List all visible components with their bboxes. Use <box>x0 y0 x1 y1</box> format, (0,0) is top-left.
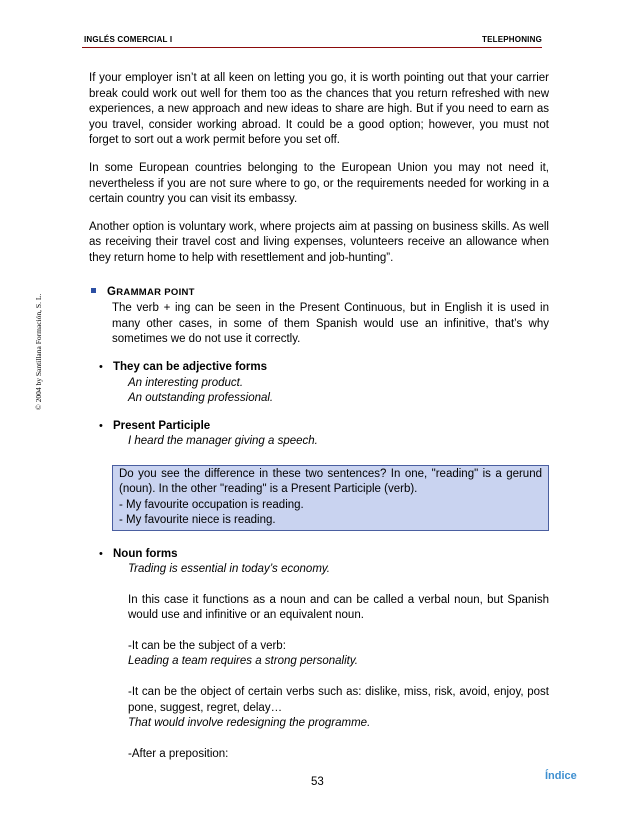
bullet-dot-icon: • <box>99 419 103 432</box>
participle-example: I heard the manager giving a speech. <box>128 435 318 448</box>
page-header <box>82 32 542 46</box>
page-content <box>89 71 549 777</box>
noun-forms-item <box>99 547 549 763</box>
note-box-example-1: - My favourite occupation is reading. <box>119 498 304 511</box>
bullet-dot-icon: • <box>99 360 103 373</box>
object-usage <box>128 685 549 732</box>
noun-forms-heading: Noun forms <box>113 547 178 560</box>
paragraph-3: Another option is voluntary work, where projects aim at passing on business skills. As well as receiving their travel cost and living expenses, volunteers receive an allowance when they return home to help with resettlement and job-hunting”. <box>89 220 549 264</box>
noun-forms-details <box>128 593 549 763</box>
grammar-point-heading <box>89 285 549 301</box>
bullet-dot-icon: • <box>99 547 103 560</box>
present-participle-item <box>99 419 549 450</box>
note-box <box>112 465 549 531</box>
header-rule <box>82 47 542 48</box>
page-number: 53 <box>311 776 324 788</box>
adjective-example-1: An interesting product. <box>128 376 244 389</box>
grammar-intro: The verb + ing can be seen in the Present Continuous, but in English it is used in many other cases, in some of them Spanish would use an infinitive, that’s why sometimes we do not use it correctly. <box>112 302 549 346</box>
adjective-forms-heading: They can be adjective forms <box>113 360 268 373</box>
note-box-example-2: - My favourite niece is reading. <box>119 514 276 527</box>
adjective-forms-item <box>99 360 549 407</box>
paragraph-1: If your employer isn’t at all keen on letting you go, it is worth pointing out that your carrier break could work out well for them too as the chances that you return refreshed with new experiences, a new approach and new ideas to share are high. But if you need to earn as you travel, consider working abroad. It could be a good option; however, you must not forget to sort out a work permit before you set off. <box>89 72 549 147</box>
note-box-question: Do you see the difference in these two sentences? In one, "reading" is a gerund (noun). In the other "reading" is a Present Participle (verb). <box>119 467 542 496</box>
index-link[interactable]: Índice <box>545 770 577 782</box>
subject-example: Leading a team requires a strong personality. <box>128 655 358 668</box>
present-participle-heading: Present Participle <box>113 419 211 432</box>
square-bullet-icon <box>91 288 96 293</box>
object-example: That would involve redesigning the programme. <box>128 717 371 730</box>
paragraph-2: In some European countries belonging to the European Union you may not need it, nevertheless if you are not sure where to go, or the requirements needed for working in a certain country you can visit its embassy. <box>89 161 549 206</box>
preposition-usage: -After a preposition: <box>128 747 229 760</box>
subject-usage <box>128 639 549 670</box>
adjective-example-2: An outstanding professional. <box>128 392 274 405</box>
copyright-note: © 2004 by Santillana Formación, S. L. <box>34 293 43 410</box>
object-label: -It can be the object of certain verbs such as: dislike, miss, risk, avoid, enjoy, post pone, suggest, regret, delay… <box>128 686 549 714</box>
subject-label: -It can be the subject of a verb: <box>128 639 286 652</box>
noun-example: Trading is essential in today’s economy. <box>128 563 330 576</box>
noun-explanation: In this case it functions as a noun and can be called a verbal noun, but Spanish would use and infinitive or an equivalent noun. <box>128 593 549 622</box>
section-title: GRAMMAR POINT <box>107 285 195 298</box>
header-course-title: INGLÉS COMERCIAL I <box>84 35 173 44</box>
header-unit-title: TELEPHONING <box>482 35 542 44</box>
